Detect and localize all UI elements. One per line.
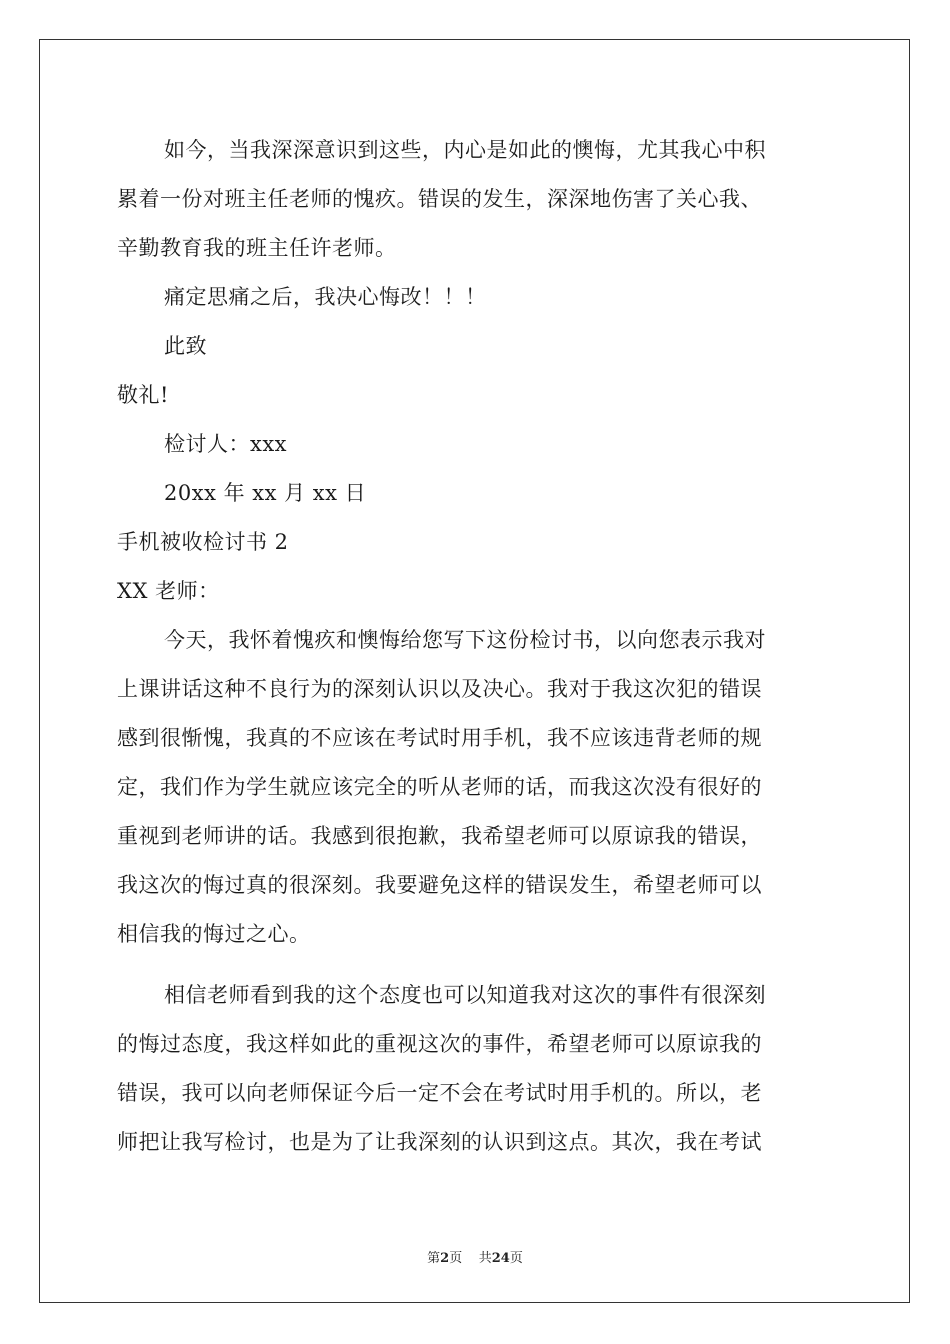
paragraph-4-line-4: 师把让我写检讨，也是为了让我深刻的认识到这点。其次，我在考试: [117, 1130, 762, 1154]
closing-salute: 敬礼!: [117, 383, 169, 407]
paragraph-3-line-1: 今天，我怀着愧疚和懊悔给您写下这份检讨书，以向您表示我对: [164, 628, 766, 652]
paragraph-gap: [117, 959, 837, 971]
footer-total-suffix: 页: [509, 1251, 523, 1266]
section-title: 手机被收检讨书 2: [117, 530, 289, 554]
paragraph-3-line-3: 感到很惭愧，我真的不应该在考试时用手机，我不应该违背老师的规: [117, 726, 762, 750]
footer-total-pages: 24: [491, 1251, 510, 1266]
date: 20xx 年 xx 月 xx 日: [164, 481, 367, 505]
paragraph-3-line-6: 我这次的悔过真的很深刻。我要避免这样的错误发生，希望老师可以: [117, 873, 762, 897]
paragraph-2: 痛定思痛之后，我决心悔改！！！: [164, 285, 487, 309]
paragraph-3-line-7: 相信我的悔过之心。: [117, 922, 311, 946]
signer: 检讨人：xxx: [164, 432, 288, 456]
footer-page-prefix: 第: [427, 1251, 441, 1266]
paragraph-3-line-5: 重视到老师讲的话。我感到很抱歉，我希望老师可以原谅我的错误，: [117, 824, 762, 848]
paragraph-3-line-4: 定，我们作为学生就应该完全的听从老师的话，而我这次没有很好的: [117, 775, 762, 799]
page-footer: [0, 1247, 950, 1266]
document-body: [117, 126, 837, 1167]
footer-total-prefix: 共: [478, 1251, 492, 1266]
salutation: XX 老师：: [117, 579, 220, 603]
paragraph-1-line-2: 累着一份对班主任老师的愧疚。错误的发生，深深地伤害了关心我、: [117, 187, 762, 211]
paragraph-3-line-2: 上课讲话这种不良行为的深刻认识以及决心。我对于我这次犯的错误: [117, 677, 762, 701]
closing-greeting: 此致: [164, 334, 207, 358]
footer-page-number: 2: [440, 1251, 450, 1266]
paragraph-4-line-1: 相信老师看到我的这个态度也可以知道我对这次的事件有很深刻: [164, 983, 766, 1007]
paragraph-1-line-3: 辛勤教育我的班主任许老师。: [117, 236, 397, 260]
footer-page-suffix: 页: [449, 1251, 463, 1266]
paragraph-4-line-2: 的悔过态度，我这样如此的重视这次的事件，希望老师可以原谅我的: [117, 1032, 762, 1056]
paragraph-4-line-3: 错误，我可以向老师保证今后一定不会在考试时用手机的。所以，老: [117, 1081, 762, 1105]
paragraph-1-line-1: 如今，当我深深意识到这些，内心是如此的懊悔，尤其我心中积: [164, 138, 766, 162]
